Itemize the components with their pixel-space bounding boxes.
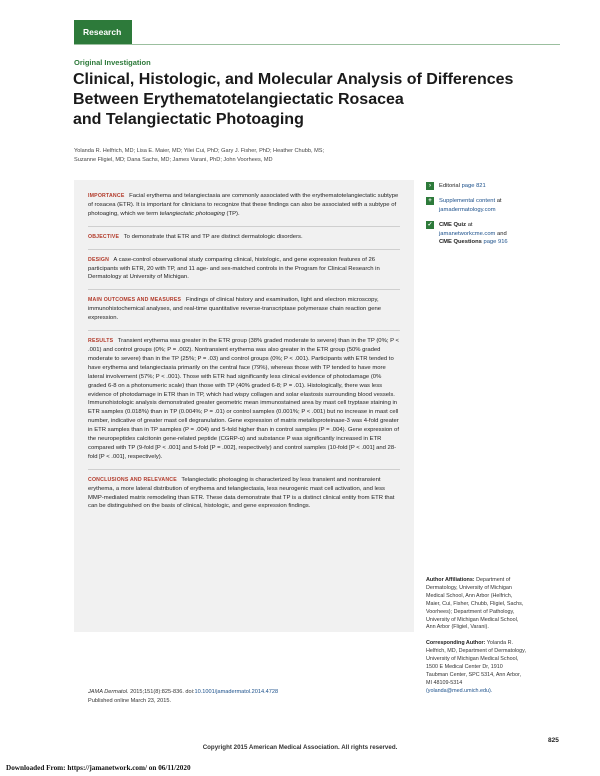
title-line: Between Erythematotelangiectatic Rosacea	[73, 91, 404, 108]
section-tab	[74, 20, 132, 44]
abstract-heading: DESIGN	[88, 256, 110, 263]
abstract	[74, 180, 414, 632]
abstract-importance	[88, 192, 400, 219]
authors-line: Yolanda R. Helfrich, MD; Lisa E. Maier, MD; Yilei Cui, PhD; Gary J. Fisher, PhD; Heather Chubb, MS;	[74, 148, 325, 154]
article-title	[73, 70, 543, 130]
citation-block	[88, 688, 278, 705]
journal-abbrev: JAMA Dermatol.	[88, 689, 129, 695]
author-affiliations	[426, 577, 526, 632]
cme-item[interactable]	[426, 221, 566, 246]
affiliations	[426, 577, 526, 704]
corresponding-text: Yolanda R. Helfrich, MD, Department of Dermatology, University of Michigan Medical School, 1500 E Medical Center Dr, 1910 Taubman Center, SPC 5314, Ann Arbor, MI 48109-5314	[426, 640, 526, 686]
affiliations-text: Department of Dermatology, University of Michigan Medical School, Ann Arbor (Helfrich, Maier, Cui, Fisher, Chubb, Fligiel, Sachs, Voorhees); Department of Pathology, University of Michigan Medical School, Ann Arbor (Fligiel, Varani).	[426, 577, 524, 631]
abstract-heading: CONCLUSIONS AND RELEVANCE	[88, 476, 177, 483]
abstract-conclusions	[88, 469, 400, 512]
abstract-results	[88, 330, 400, 462]
cme-questions-label: CME Questions	[439, 239, 482, 246]
cme-quiz-label: CME Quiz	[439, 222, 467, 229]
arrow-right-icon: ›	[426, 182, 434, 190]
abstract-text: Transient erythema was greater in the ETR group (38% graded moderate to severe) than in the TP (0%; P < .001) and control groups (0%; P = .002). Nontransient erythema was also greater in the ETR group (50% graded moderate to severe) than in the TP (25%; P = .03) and control groups (0%; P < .001). Participants with ETR tended to have erythema and telangiectasia primarily on the central face (79%), whereas those with TP tended to have more lateral involvement (57%; P < .001). Those with ETR had significantly less clinical evidence of photodamage (0% graded 6-8 on a photonumeric scale) than those with TP (40% graded 6-8; P = .01). Histologically, there was less evidence of photodamage in ETR than in TP, which had wispy collagen and solar elastosis surrounding blood vessels. Immunohistologic analysis demonstrated greater geometric mean immunostained area by mast cell tryptase staining in ETR samples (0.018%) than in TP (0.004%; P = .01) or control samples (0.001%; P < .001) but no increase in mast cell number, indicative of greater mast cell degranulation. Gene expression of matrix metalloproteinase-3 was 4-fold greater in ETR samples than in TP samples (P = .004) and 5-fold higher than in control samples (P = .004). Gene expression of the neuropeptides calcitonin gene-related peptide (CGRP-α) and substance P was significantly increased in ETR compared with TP (9-fold [P < .001] and 5-fold [P = .002], respectively) and control samples (10-fold [P < .001] and 28-fold [P < .001], respectively).	[88, 338, 399, 460]
section-divider	[74, 44, 560, 45]
editorial-label: Editorial	[439, 183, 460, 189]
supplemental-link[interactable]: Supplemental content	[439, 198, 496, 205]
author-list	[74, 147, 404, 165]
cme-site-link[interactable]: jamanetworkcme.com	[439, 230, 496, 237]
corresponding-email-link[interactable]: (yolanda@med.umich.edu).	[426, 687, 493, 694]
sidebar	[426, 182, 566, 253]
abstract-objective	[88, 226, 400, 242]
supplemental-item[interactable]	[426, 197, 566, 214]
abstract-text: To demonstrate that ETR and TP are distinct dermatologic disorders.	[123, 233, 303, 240]
authors-line: Suzanne Fligiel, MD; Dana Sachs, MD; James Varani, PhD; John Voorhees, MD	[74, 156, 273, 163]
abstract-heading: MAIN OUTCOMES AND MEASURES	[88, 297, 182, 304]
cme-questions-page-link[interactable]: page 916	[483, 239, 508, 246]
title-line: and Telangiectatic Photoaging	[73, 111, 304, 128]
affiliations-heading: Author Affiliations:	[426, 577, 475, 583]
abstract-outcomes	[88, 289, 400, 323]
abstract-heading: RESULTS	[88, 338, 114, 345]
cme-at: at	[467, 222, 473, 229]
editorial-page-link[interactable]: page 821	[461, 183, 486, 189]
check-icon: ✓	[427, 222, 433, 229]
citation-details: 2015;151(8):825-836. doi:	[130, 689, 195, 695]
abstract-text: Telangiectatic photoaging is characterized by less transient and nontransient erythema, a more lateral distribution of erythema and telangiectasia, less neurogenic mast cell activation, and less MMP-mediated matrix remodeling than ETR. These data demonstrate that TP is a distinct clinical entity from ETR that can be distinguished on the basis of clinical, histologic, and gene expression findings.	[88, 476, 395, 510]
copyright: Copyright 2015 American Medical Association. All rights reserved.	[202, 744, 398, 751]
supplemental-at: at	[496, 198, 502, 205]
abstract-design	[88, 249, 400, 283]
download-notice: Downloaded From: https://jamanetwork.com/ on 06/11/2020	[6, 764, 191, 772]
abstract-heading: OBJECTIVE	[88, 233, 120, 240]
doi-link[interactable]: 10.1001/jamadermatol.2014.4728	[194, 689, 279, 695]
page-number: 825	[548, 737, 559, 744]
article-type: Original Investigation	[74, 58, 151, 67]
abstract-text: A case-control observational study comparing clinical, histologic, and gene expression features of 26 participants with ETR, 20 with TP, and 11 age- and sex-matched controls in the Program for Clinical Research in Dermatology at University of Michigan.	[88, 256, 380, 281]
abstract-heading: IMPORTANCE	[88, 193, 125, 199]
corresponding-author	[426, 640, 526, 695]
abstract-text: Facial erythema and telangiectasia are commonly associated with the erythematotelangiectatic subtype of rosacea (ETR). It is important for clinicians to recognize that these findings can also be associated with a subtype of photoaging, which we term	[88, 193, 399, 217]
plus-icon: +	[426, 197, 434, 205]
editorial-item[interactable]	[426, 182, 566, 190]
corresponding-heading: Corresponding Author:	[426, 640, 486, 647]
abstract-text: Findings of clinical history and examination, light and electron microscopy, immunohistochemical analyses, and real-time quantitative reverse-transcriptase polymerase chain reaction gene expression.	[88, 297, 382, 322]
title-line: Clinical, Histologic, and Molecular Analysis of Differences	[73, 71, 514, 88]
citation-line	[88, 688, 278, 697]
supplemental-site-link[interactable]: jamadermatology.com	[439, 206, 496, 213]
section-label: Research	[83, 27, 122, 37]
abstract-text: (TP).	[226, 210, 240, 217]
published-date: Published online March 23, 2015.	[88, 697, 172, 704]
abstract-term: telangiectatic photoaging	[159, 210, 225, 217]
cme-and: and	[497, 230, 507, 237]
